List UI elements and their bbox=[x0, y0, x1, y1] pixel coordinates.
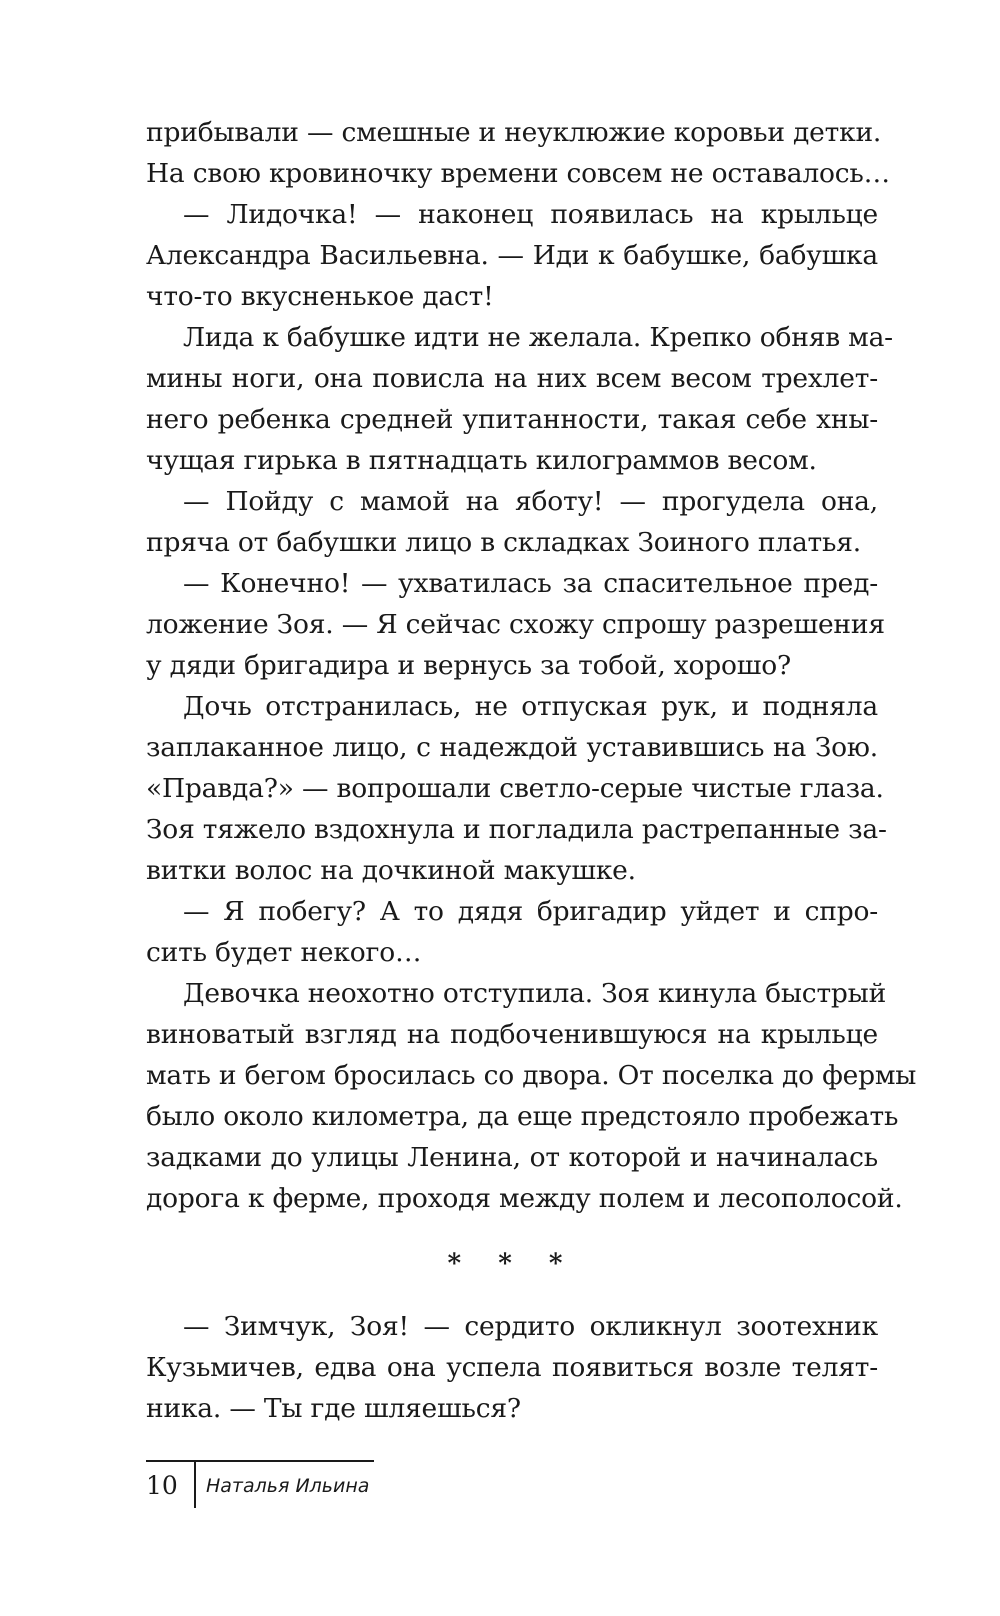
text-line: виноватый взгляд на подбоченившуюся на крыльце bbox=[146, 1019, 878, 1050]
text-line: «Правда?» — вопрошали светло-серые чистые глаза. bbox=[146, 773, 884, 804]
page-footer bbox=[146, 1460, 374, 1514]
text-line: — Я побегу? А то дядя бригадир уйдет и спро- bbox=[183, 896, 878, 927]
main-text bbox=[146, 112, 917, 1219]
text-line: — Конечно! — ухватилась за спасительное пред- bbox=[183, 568, 878, 599]
page-number: 10 bbox=[146, 1471, 178, 1500]
text-line: него ребенка средней упитанности, такая себе хны- bbox=[146, 404, 878, 435]
footer-divider bbox=[194, 1462, 196, 1508]
text-line: что-то вкусненькое даст! bbox=[146, 281, 494, 312]
text-line: заплаканное лицо, с надеждой уставившись на Зою. bbox=[146, 732, 878, 763]
text-line: было около километра, да еще предстояло пробежать bbox=[146, 1101, 899, 1132]
text-line: пряча от бабушки лицо в складках Зоиного платья. bbox=[146, 527, 861, 558]
text-line: Кузьмичев, едва она успела появиться возле телят- bbox=[146, 1352, 878, 1383]
text-line: прибывали — смешные и неуклюжие коровьи детки. bbox=[146, 117, 882, 148]
text-line: Зоя тяжело вздохнула и погладила растрепанные за- bbox=[146, 814, 887, 845]
running-head-author: Наталья Ильина bbox=[206, 1475, 370, 1497]
text-line: чущая гирька в пятнадцать килограммов весом. bbox=[146, 445, 817, 476]
text-line: Девочка неохотно отступила. Зоя кинула быстрый bbox=[183, 978, 887, 1009]
text-line: Александра Васильевна. — Иди к бабушке, бабушка bbox=[146, 240, 878, 271]
text-line: На свою кровиночку времени совсем не оставалось… bbox=[146, 158, 890, 189]
text-line: — Лидочка! — наконец появилась на крыльце bbox=[183, 199, 878, 230]
text-line: ложение Зоя. — Я сейчас схожу спрошу разрешения bbox=[146, 609, 885, 640]
text-line: витки волос на дочкиной макушке. bbox=[146, 855, 636, 886]
continued-text bbox=[146, 1306, 878, 1429]
text-line: задками до улицы Ленина, от которой и начиналась bbox=[146, 1142, 878, 1173]
text-line: мины ноги, она повисла на них всем весом трехлет- bbox=[146, 363, 878, 394]
text-line: ника. — Ты где шляешься? bbox=[146, 1393, 521, 1424]
section-separator: * * * bbox=[447, 1249, 577, 1279]
text-line: дорога к ферме, проходя между полем и лесополосой. bbox=[146, 1183, 903, 1214]
text-line: Лида к бабушке идти не желала. Крепко обняв ма- bbox=[183, 322, 893, 353]
text-line: Дочь отстранилась, не отпуская рук, и подняла bbox=[183, 691, 878, 722]
text-line: у дяди бригадира и вернусь за тобой, хорошо? bbox=[146, 650, 792, 681]
text-line: — Зимчук, Зоя! — сердито окликнул зоотехник bbox=[183, 1311, 878, 1342]
text-line: сить будет некого… bbox=[146, 937, 422, 968]
text-line: мать и бегом бросилась со двора. От поселка до фермы bbox=[146, 1060, 917, 1091]
text-line: — Пойду с мамой на яботу! — прогудела она, bbox=[183, 486, 878, 517]
